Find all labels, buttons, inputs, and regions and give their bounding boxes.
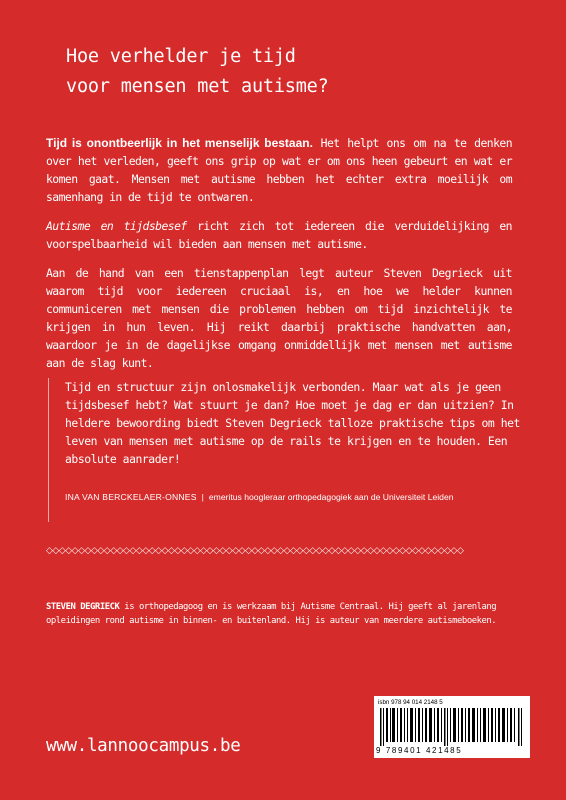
barcode-digits: 9 789401 421485 <box>376 746 463 755</box>
description-paragraph: Aan de hand van een tienstappenplan legt auteur Steven Degrieck uit waarom tijd voor iedereen cruciaal is, en hoe we helder kunnen communiceren met mensen die problemen hebben om tijd inzichtelijk te krijgen in hun leven. Hij reikt daarbij praktische handvatten aan, waardoor je in de dagelijkse omgang onmiddellijk met mensen met autisme aan de slag kunt. <box>46 266 512 370</box>
book-title-paragraph <box>46 217 512 253</box>
quote-author-role: emeritus hoogleraar orthopedagogiek aan de Universiteit Leiden <box>208 492 454 502</box>
isbn-barcode <box>374 696 530 758</box>
quote-attribution <box>65 492 535 502</box>
headline-line-1: Hoe verhelder je tijd <box>66 46 296 67</box>
quote-author: INA VAN BERCKELAER-ONNES <box>65 492 197 502</box>
headline <box>66 42 536 102</box>
publisher-website: www.lannoocampus.be <box>46 736 241 756</box>
book-title-rest: richt zich tot iedereen die verduidelijking en voorspelbaarheid wil bieden aan mensen met autisme. <box>46 219 512 251</box>
barcode-icon <box>380 708 524 746</box>
book-title: Autisme en tijdsbesef <box>46 219 187 233</box>
diamond-divider: ◇◇◇◇◇◇◇◇◇◇◇◇◇◇◇◇◇◇◇◇◇◇◇◇◇◇◇◇◇◇◇◇◇◇◇◇◇◇◇◇◇◇◇◇◇◇◇◇◇◇◇◇◇◇◇◇◇◇◇◇◇◇◇◇◇ <box>46 546 464 556</box>
intro-lead: Tijd is onontbeerlijk in het menselijk bestaan. <box>46 136 313 150</box>
isbn-label: isbn 978 94 014 2148 5 <box>378 699 443 706</box>
intro-paragraph <box>46 134 512 206</box>
attribution-separator: | <box>201 492 204 502</box>
endorsement-quote <box>48 378 527 522</box>
quote-text: Tijd en structuur zijn onlosmakelijk verbonden. Maar wat als je geen tijdsbesef hebt? Wat stuurt je dan? Hoe moet je dag er dan uitzien? In heldere bewoording biedt Steven Degrieck talloze praktische tips om het leven van mensen met autisme op de rails te krijgen en te houden. Een absolute aanrader! <box>65 380 520 466</box>
author-name: STEVEN DEGRIECK <box>46 602 120 612</box>
author-bio <box>46 600 520 628</box>
headline-line-2: voor mensen met autisme? <box>66 76 329 97</box>
intro-rest: Het helpt ons om na te denken over het verleden, geeft ons grip op wat er om ons heen gebeurt en wat er komen gaat. Mensen met autisme hebben het echter extra moeilijk om samenhang in de tijd te ontwaren. <box>46 136 512 204</box>
author-bio-text: is orthopedagoog en is werkzaam bij Autisme Centraal. Hij geeft al jarenlang opleidingen rond autisme in binnen- en buitenland. Hij is auteur van meerdere autismeboeken. <box>46 602 497 626</box>
